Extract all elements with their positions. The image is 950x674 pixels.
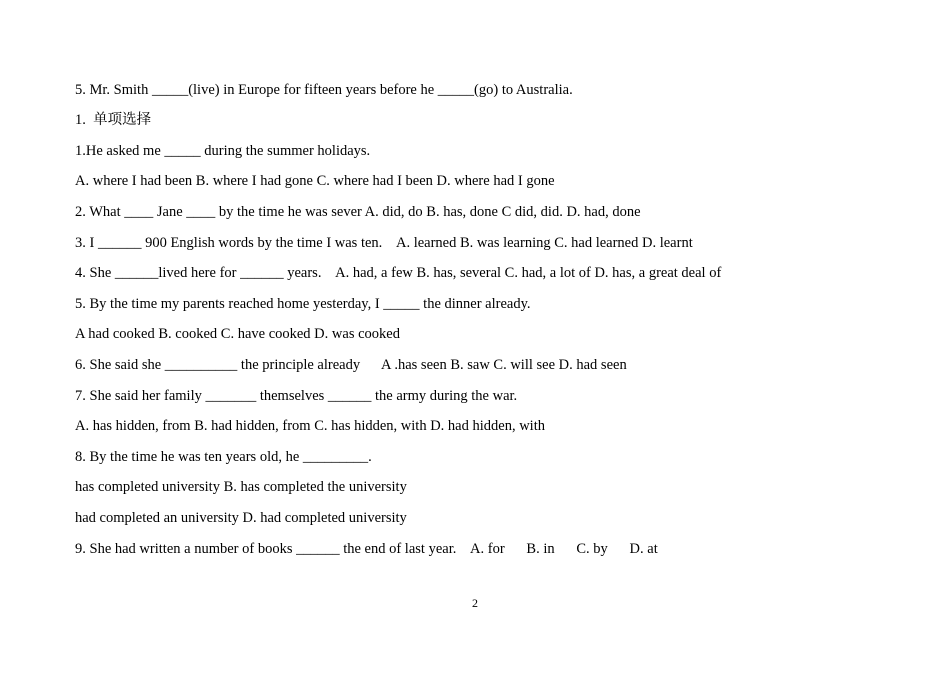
question-8: 8. By the time he was ten years old, he _________. xyxy=(75,449,372,465)
question-1-options: A. where I had been B. where I had gone C. where had I been D. where had I gone xyxy=(75,173,555,189)
page-number: 2 xyxy=(472,596,478,610)
question-5: 5. By the time my parents reached home yesterday, I _____ the dinner already. xyxy=(75,296,531,312)
question-fill-blank-5: 5. Mr. Smith _____(live) in Europe for fifteen years before he _____(go) to Australia. xyxy=(75,82,573,98)
question-5-options: A had cooked B. cooked C. have cooked D. was cooked xyxy=(75,326,400,342)
question-8-options-line-2: had completed an university D. had completed university xyxy=(75,510,407,526)
question-8-options-line-1: has completed university B. has completed the university xyxy=(75,479,407,495)
question-1: 1.He asked me _____ during the summer holidays. xyxy=(75,143,371,159)
question-3: 3. I ______ 900 English words by the time I was ten. A. learned B. was learning C. had learned D. learnt xyxy=(75,235,693,251)
question-6: 6. She said she __________ the principle already A .has seen B. saw C. will see D. had seen xyxy=(75,357,627,373)
question-9: 9. She had written a number of books ______ the end of last year. A. for B. in C. by D. at xyxy=(75,541,658,557)
question-4: 4. She ______lived here for ______ years. A. had, a few B. has, several C. had, a lot of D. has, a great deal of xyxy=(75,265,722,281)
question-2: 2. What ____ Jane ____ by the time he was sever A. did, do B. has, done C did, did. D. had, done xyxy=(75,204,641,220)
section-heading: 1. 单项选择 xyxy=(75,112,152,128)
question-7: 7. She said her family _______ themselves ______ the army during the war. xyxy=(75,388,518,404)
question-7-options: A. has hidden, from B. had hidden, from C. has hidden, with D. had hidden, with xyxy=(75,418,545,434)
